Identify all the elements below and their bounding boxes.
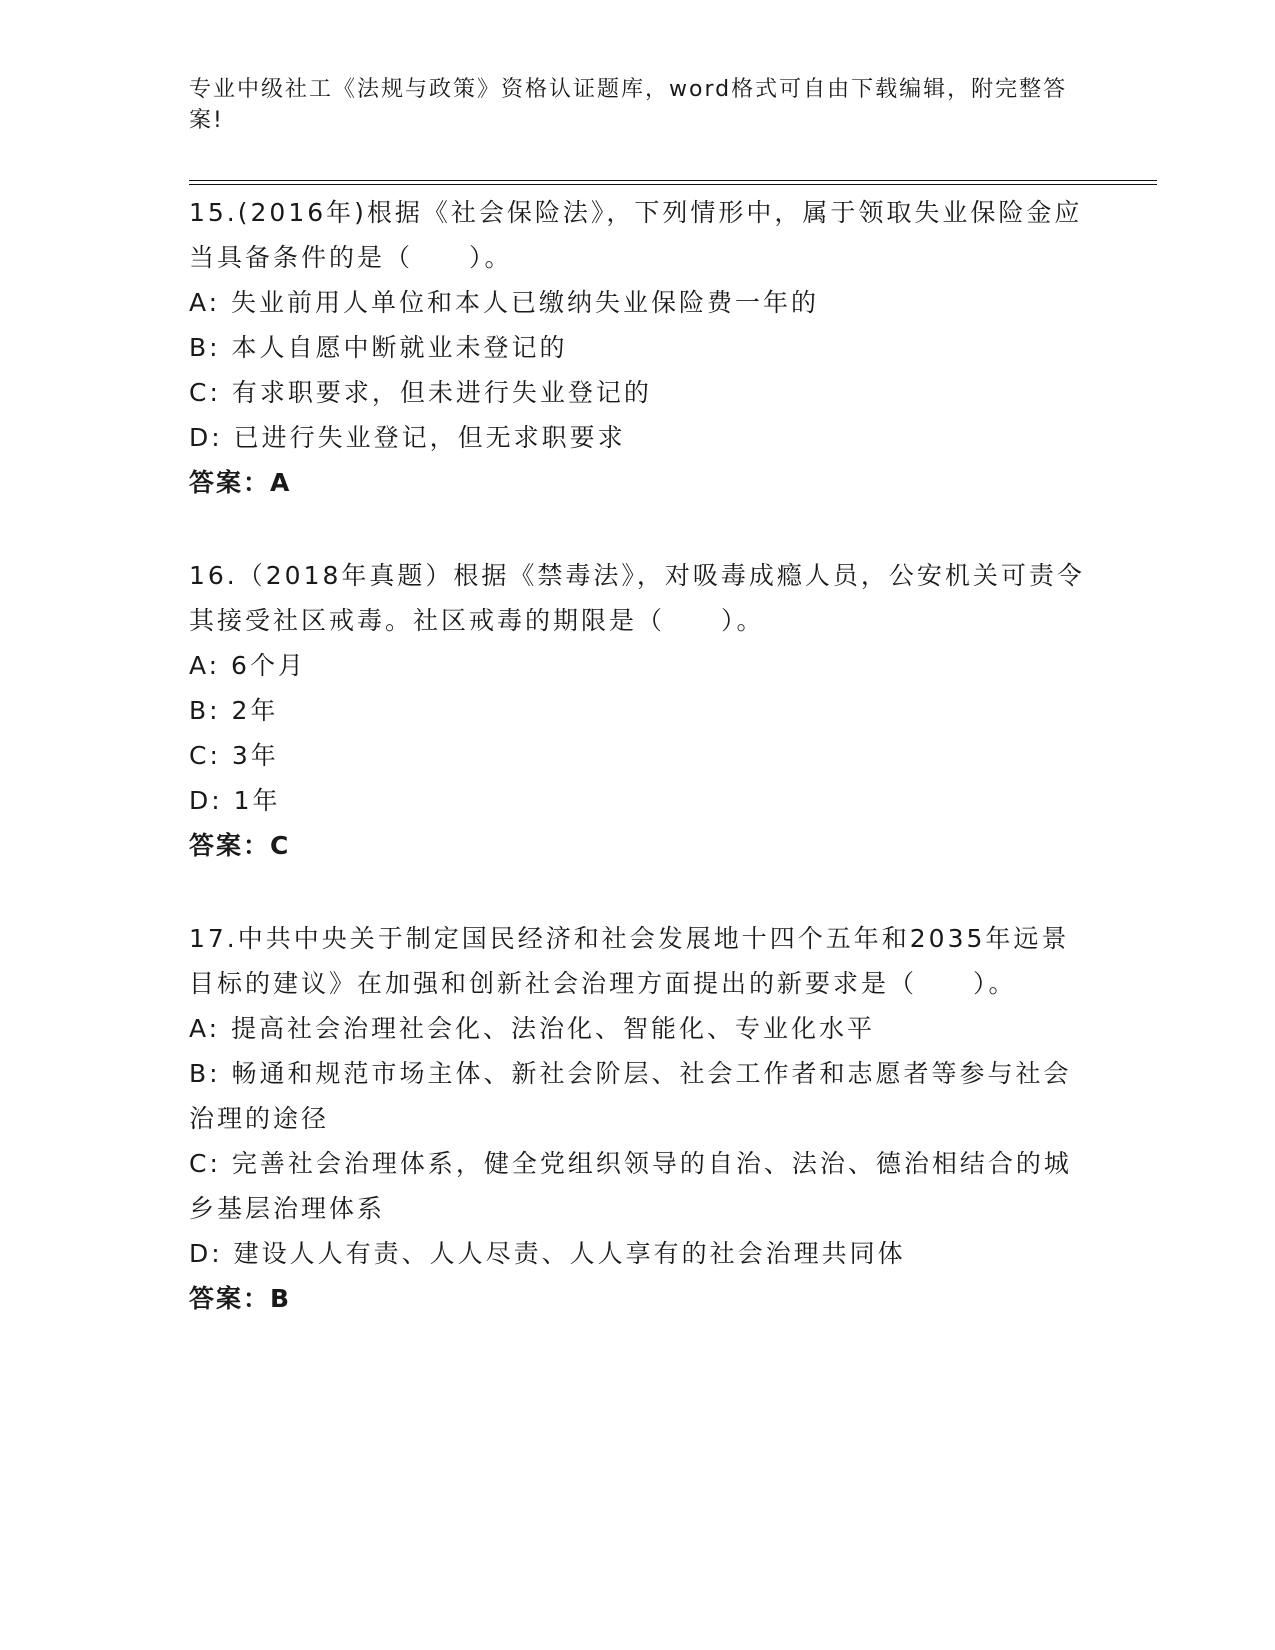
question-stem: 15.(2016年)根据《社会保险法》，下列情形中，属于领取失业保险金应当具备条件的是（ ）。 (189, 198, 1083, 272)
header-divider (189, 180, 1157, 181)
question-16 (189, 553, 1089, 868)
header-text: 专业中级社工《法规与政策》资格认证题库，word格式可自由下载编辑，附完整答案! (189, 77, 1068, 133)
question-17 (189, 916, 1089, 1321)
header-divider-second (189, 184, 1157, 185)
option-b: B: 本人自愿中断就业未登记的 (189, 333, 568, 362)
option-c: C: 有求职要求，但未进行失业登记的 (189, 378, 652, 407)
question-spacer (189, 868, 1089, 916)
option-b: B: 2年 (189, 696, 279, 725)
option-b: B: 畅通和规范市场主体、新社会阶层、社会工作者和志愿者等参与社会治理的途径 (189, 1059, 1072, 1133)
question-15 (189, 190, 1089, 505)
option-c: C: 完善社会治理体系，健全党组织领导的自治、法治、德治相结合的城乡基层治理体系 (189, 1149, 1072, 1223)
answer: 答案：B (189, 1284, 292, 1313)
option-a: A: 6个月 (189, 651, 306, 680)
option-d: D: 已进行失业登记，但无求职要求 (189, 423, 626, 452)
question-stem: 17.中共中央关于制定国民经济和社会发展地十四个五年和2035年远景目标的建议》在加强和创新社会治理方面提出的新要求是（ ）。 (189, 924, 1070, 998)
question-list (189, 190, 1089, 1321)
question-stem: 16.（2018年真题）根据《禁毒法》，对吸毒成瘾人员，公安机关可责令其接受社区戒毒。社区戒毒的期限是（ ）。 (189, 561, 1085, 635)
option-a: A: 失业前用人单位和本人已缴纳失业保险费一年的 (189, 288, 820, 317)
document-header (189, 74, 1089, 136)
option-c: C: 3年 (189, 741, 279, 770)
question-spacer (189, 505, 1089, 553)
answer: 答案：C (189, 831, 291, 860)
option-d: D: 1年 (189, 786, 281, 815)
answer: 答案：A (189, 468, 292, 497)
option-a: A: 提高社会治理社会化、法治化、智能化、专业化水平 (189, 1014, 876, 1043)
option-d: D: 建设人人有责、人人尽责、人人享有的社会治理共同体 (189, 1239, 906, 1268)
